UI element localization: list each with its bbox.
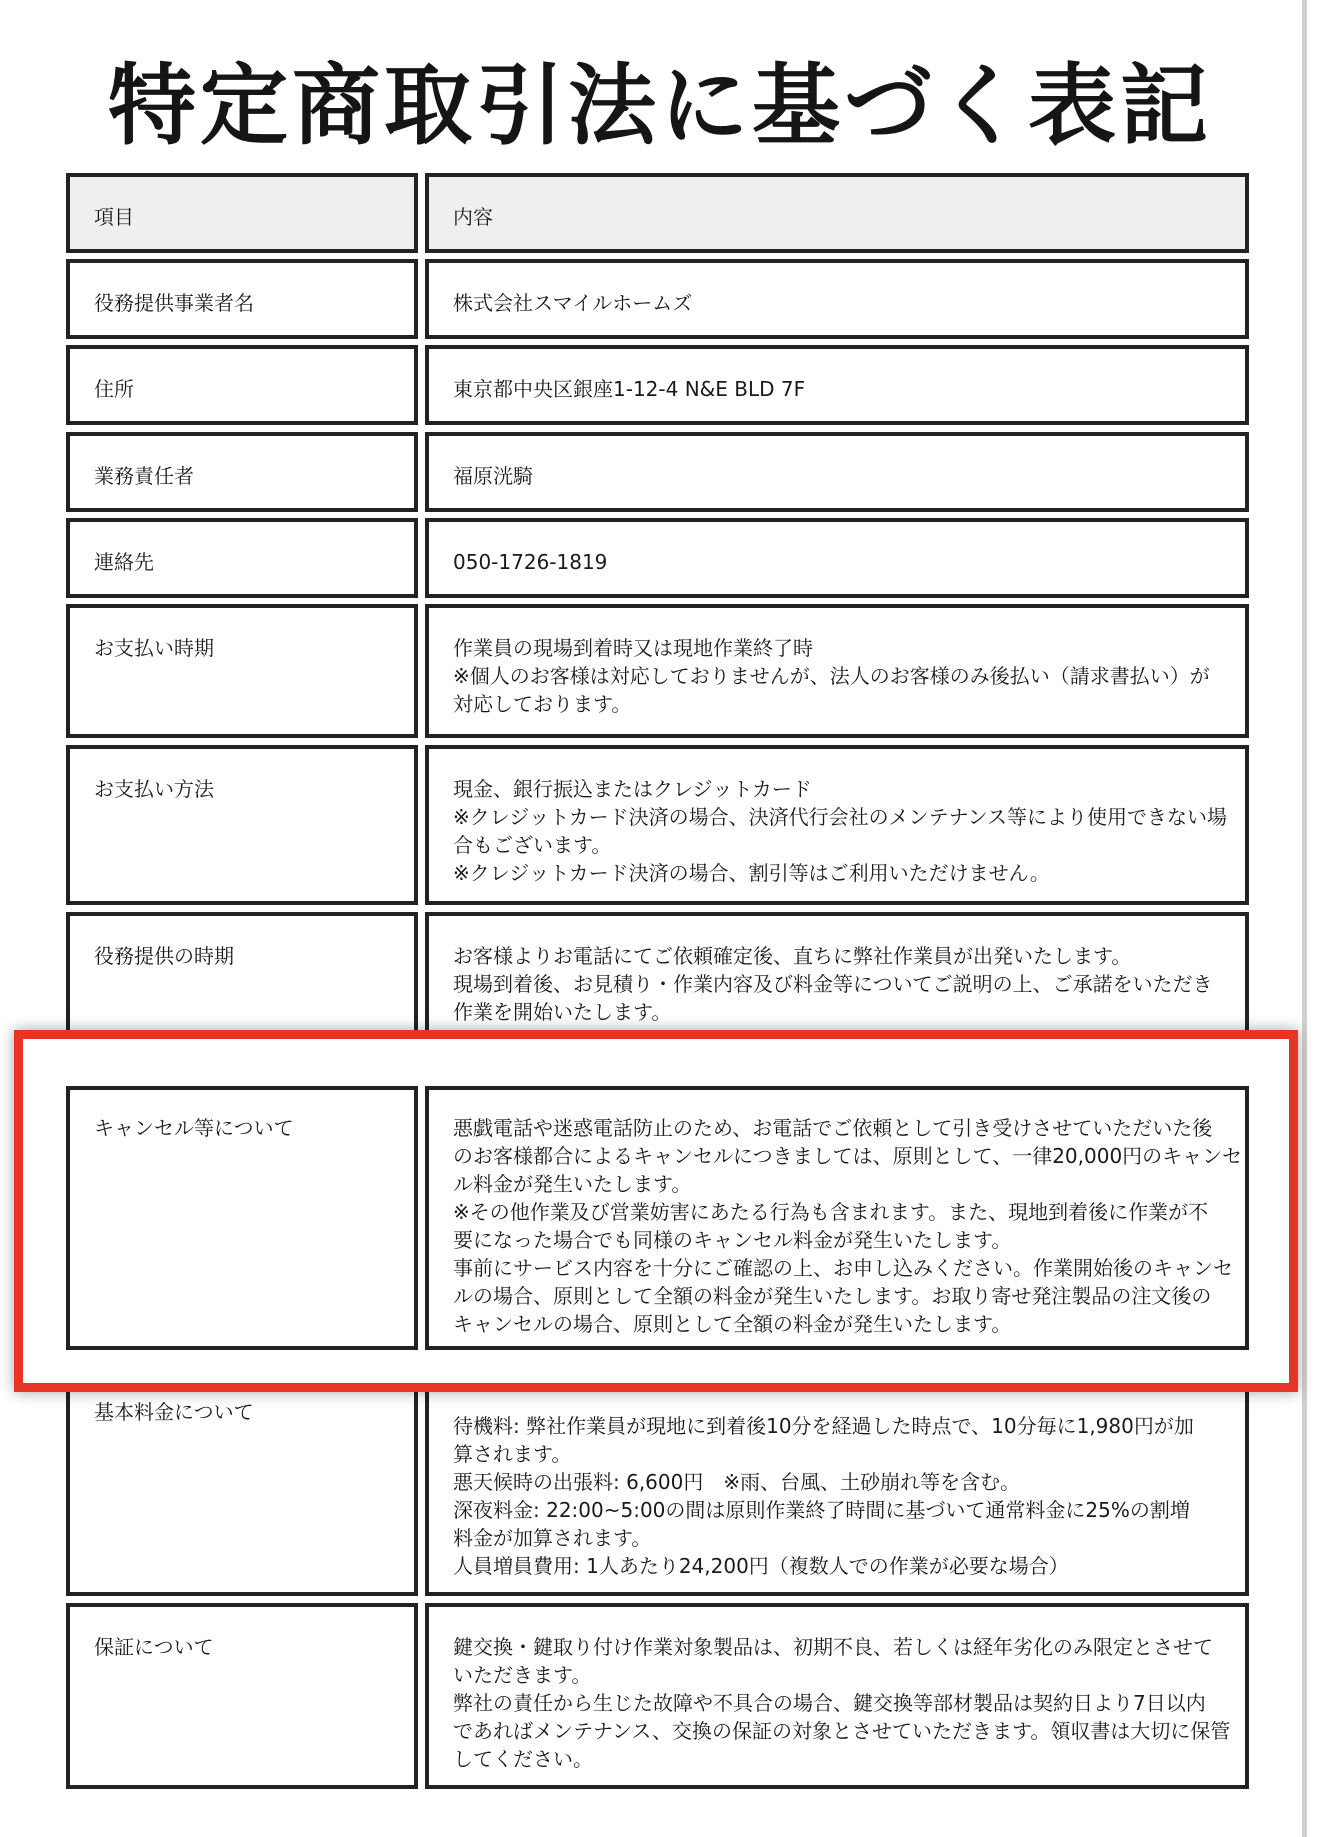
table-row-label (66, 518, 418, 598)
table-row-value (425, 345, 1249, 425)
row-value-line: 鍵交換・鍵取り付け作業対象製品は、初期不良、若しくは経年劣化のみ限定とさせて (453, 1635, 1213, 1659)
row-value-line: 人員増員費用: 1人あたり24,200円（複数人での作業が必要な場合） (453, 1554, 1069, 1578)
table-row-label (66, 345, 418, 425)
row-label-text: お支払い時期 (94, 636, 214, 660)
table-row-label (66, 604, 418, 738)
row-value-line: 悪天候時の出張料: 6,600円 ※雨、台風、土砂崩れ等を含む。 (453, 1470, 1021, 1494)
row-label-text: 保証について (94, 1635, 214, 1659)
highlight-label-text: キャンセル等について (94, 1116, 294, 1140)
table-row-value (425, 1603, 1249, 1789)
row-label-text: お支払い方法 (94, 777, 214, 801)
table-row-label (66, 259, 418, 339)
table-row-value (425, 604, 1249, 738)
row-value-line: 料金が加算されます。 (453, 1526, 652, 1550)
highlight-value-line: キャンセルの場合、原則として全額の料金が発生いたします。 (453, 1312, 1012, 1336)
row-value-line: ※クレジットカード決済の場合、決済代行会社のメンテナンス等により使用できない場 (453, 805, 1228, 829)
row-value-line: ※個人のお客様は対応しておりませんが、法人のお客様のみ後払い（請求書払い）が (453, 664, 1210, 688)
highlight-value-line: 要になった場合でも同様のキャンセル料金が発生いたします。 (453, 1228, 1012, 1252)
row-value-line: 算されます。 (453, 1442, 572, 1466)
table-header-label (66, 173, 418, 253)
highlight-value-line: 悪戯電話や迷惑電話防止のため、お電話でご依頼として引き受けさせていただいた後 (453, 1116, 1213, 1140)
phone-number: 050-1726-1819 (453, 550, 608, 574)
row-value-line: いただきます。 (453, 1663, 592, 1687)
row-value-line: ※クレジットカード決済の場合、割引等はご利用いただけません。 (453, 861, 1050, 885)
table-row-label (66, 432, 418, 512)
highlight-value-line: ※その他作業及び営業妨害にあたる行為も含まれます。また、現地到着後に作業が不 (453, 1200, 1209, 1224)
row-label-text: 役務提供の時期 (94, 944, 234, 968)
row-label-text: 業務責任者 (94, 464, 194, 488)
row-value-line: 東京都中央区銀座1-12-4 N&E BLD 7F (453, 377, 806, 401)
row-value-line: 対応しております。 (453, 692, 632, 716)
row-value-line: 福原洸騎 (453, 464, 533, 488)
row-value-line: 株式会社スマイルホームズ (453, 291, 693, 315)
row-value-line: 作業員の現場到着時又は現地作業終了時 (453, 636, 813, 660)
page-title: 特定商取引法に基づく表記 (107, 54, 1212, 157)
highlight-callout (14, 1030, 1298, 1392)
highlight-row-label (66, 1086, 418, 1350)
scrollbar[interactable] (1302, 0, 1307, 1837)
table-row-value (425, 518, 1249, 598)
highlight-value-line: のお客様都合によるキャンセルにつきましては、原則として、一律20,000円のキャンセ (453, 1144, 1243, 1168)
row-label-text: 基本料金について (94, 1400, 254, 1424)
table-header-value (425, 173, 1249, 253)
highlight-value-line: ル料金が発生いたします。 (453, 1172, 692, 1196)
highlight-value-line: ルの場合、原則として全額の料金が発生いたします。お取り寄せ発注製品の注文後の (453, 1284, 1212, 1308)
highlight-row-value (425, 1086, 1249, 1350)
highlight-value-line: 事前にサービス内容を十分にご確認の上、お申し込みください。作業開始後のキャンセ (453, 1256, 1233, 1280)
table-row-value (425, 259, 1249, 339)
row-label-text: 住所 (94, 377, 134, 401)
row-label-text: 役務提供事業者名 (94, 291, 254, 315)
row-value-line: であればメンテナンス、交換の保証の対象とさせていただきます。領収書は大切に保管 (453, 1719, 1231, 1743)
row-value-line: 現場到着後、お見積り・作業内容及び料金等についてご説明の上、ご承諾をいただき (453, 972, 1213, 996)
row-label-text: 連絡先 (94, 550, 154, 574)
row-value-line: 現金、銀行振込またはクレジットカード (453, 777, 812, 801)
table-row-label (66, 1603, 418, 1789)
row-value-line: 作業を開始いたします。 (453, 1000, 672, 1024)
row-value-line: 深夜料金: 22:00~5:00の間は原則作業終了時間に基づいて通常料金に25%の割増 (453, 1498, 1190, 1522)
row-value-line: 合もございます。 (453, 833, 612, 857)
row-value-line: 待機料: 弊社作業員が現地に到着後10分を経過した時点で、10分毎に1,980円が加 (453, 1414, 1194, 1438)
row-value-line: 弊社の責任から生じた故障や不具合の場合、鍵交換等部材製品は契約日より7日以内 (453, 1691, 1206, 1715)
table-row-value (425, 745, 1249, 905)
header-value-text: 内容 (453, 205, 493, 229)
row-value-line: してください。 (453, 1747, 593, 1771)
row-value-line: お客様よりお電話にてご依頼確定後、直ちに弊社作業員が出発いたします。 (453, 944, 1132, 968)
table-row-label (66, 745, 418, 905)
header-label-text: 項目 (94, 205, 134, 229)
table-row-value (425, 432, 1249, 512)
